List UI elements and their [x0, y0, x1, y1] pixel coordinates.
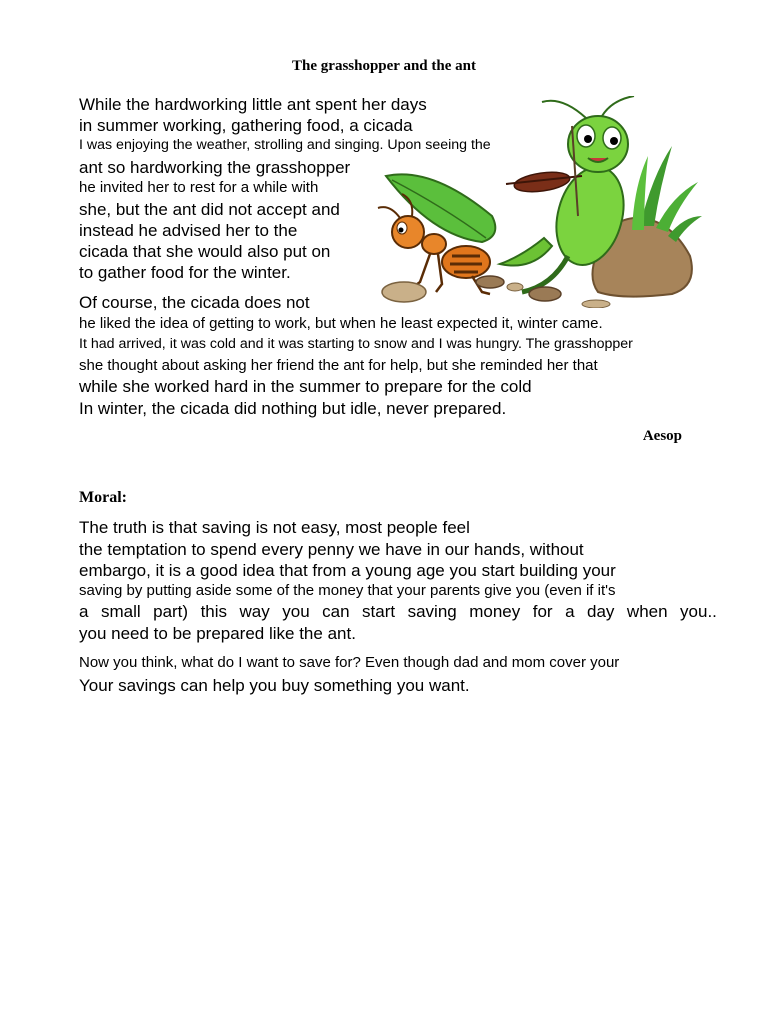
story-line: to gather food for the winter.	[79, 263, 291, 282]
moral-word: day	[587, 602, 615, 621]
story-line: While the hardworking little ant spent her days	[79, 95, 427, 114]
moral-word: you..	[680, 602, 717, 621]
story-line: It had arrived, it was cold and it was starting to snow and I was hungry. The grasshopper	[79, 336, 633, 352]
moral-line: The truth is that saving is not easy, most people feel	[79, 518, 470, 537]
story-line: instead he advised her to the	[79, 221, 298, 240]
story-line: she, but the ant did not accept and	[79, 200, 340, 219]
story-line: he invited her to rest for a while with	[79, 179, 319, 196]
moral-word: for	[532, 602, 553, 621]
story-line: cicada that she would also put on	[79, 242, 331, 261]
moral-heading: Moral:	[79, 489, 127, 506]
story-line: In winter, the cicada did nothing but idle, never prepared.	[79, 399, 507, 418]
story-line: Of course, the cicada does not	[79, 293, 310, 312]
story-line: he liked the idea of getting to work, but when he least expected it, winter came.	[79, 315, 603, 332]
moral-line: you need to be prepared like the ant.	[79, 624, 356, 643]
moral-word: part)	[153, 602, 189, 621]
moral-word: money	[469, 602, 521, 621]
moral-line: Now you think, what do I want to save for? Even though dad and mom cover your	[79, 654, 620, 671]
moral-word: when	[626, 602, 668, 621]
document-title: The grasshopper and the ant	[292, 58, 476, 74]
moral-word: start	[362, 602, 396, 621]
grasshopper-ant-illustration	[372, 96, 702, 308]
moral-word: can	[322, 602, 350, 621]
story-line: ant so hardworking the grasshopper	[79, 158, 351, 177]
story-line: in summer working, gathering food, a cicada	[79, 116, 413, 135]
moral-line: saving by putting aside some of the money that your parents give you (even if it's	[79, 582, 616, 599]
story-line: she thought about asking her friend the ant for help, but she reminded her that	[79, 357, 598, 374]
moral-word: a	[565, 602, 575, 621]
moral-word: way	[239, 602, 270, 621]
moral-word: this	[200, 602, 228, 621]
moral-line-justified	[79, 602, 717, 622]
moral-line: the temptation to spend every penny we have in our hands, without	[79, 540, 584, 559]
moral-line: Your savings can help you buy something you want.	[79, 676, 470, 695]
story-line: while she worked hard in the summer to prepare for the cold	[79, 377, 532, 396]
moral-word: a	[79, 602, 89, 621]
moral-word: you	[282, 602, 310, 621]
moral-word: small	[100, 602, 141, 621]
story-line: I was enjoying the weather, strolling and singing. Upon seeing the	[79, 137, 491, 153]
author-signature: Aesop	[642, 428, 682, 444]
moral-line: embargo, it is a good idea that from a young age you start building your	[79, 561, 616, 580]
moral-word: saving	[407, 602, 457, 621]
